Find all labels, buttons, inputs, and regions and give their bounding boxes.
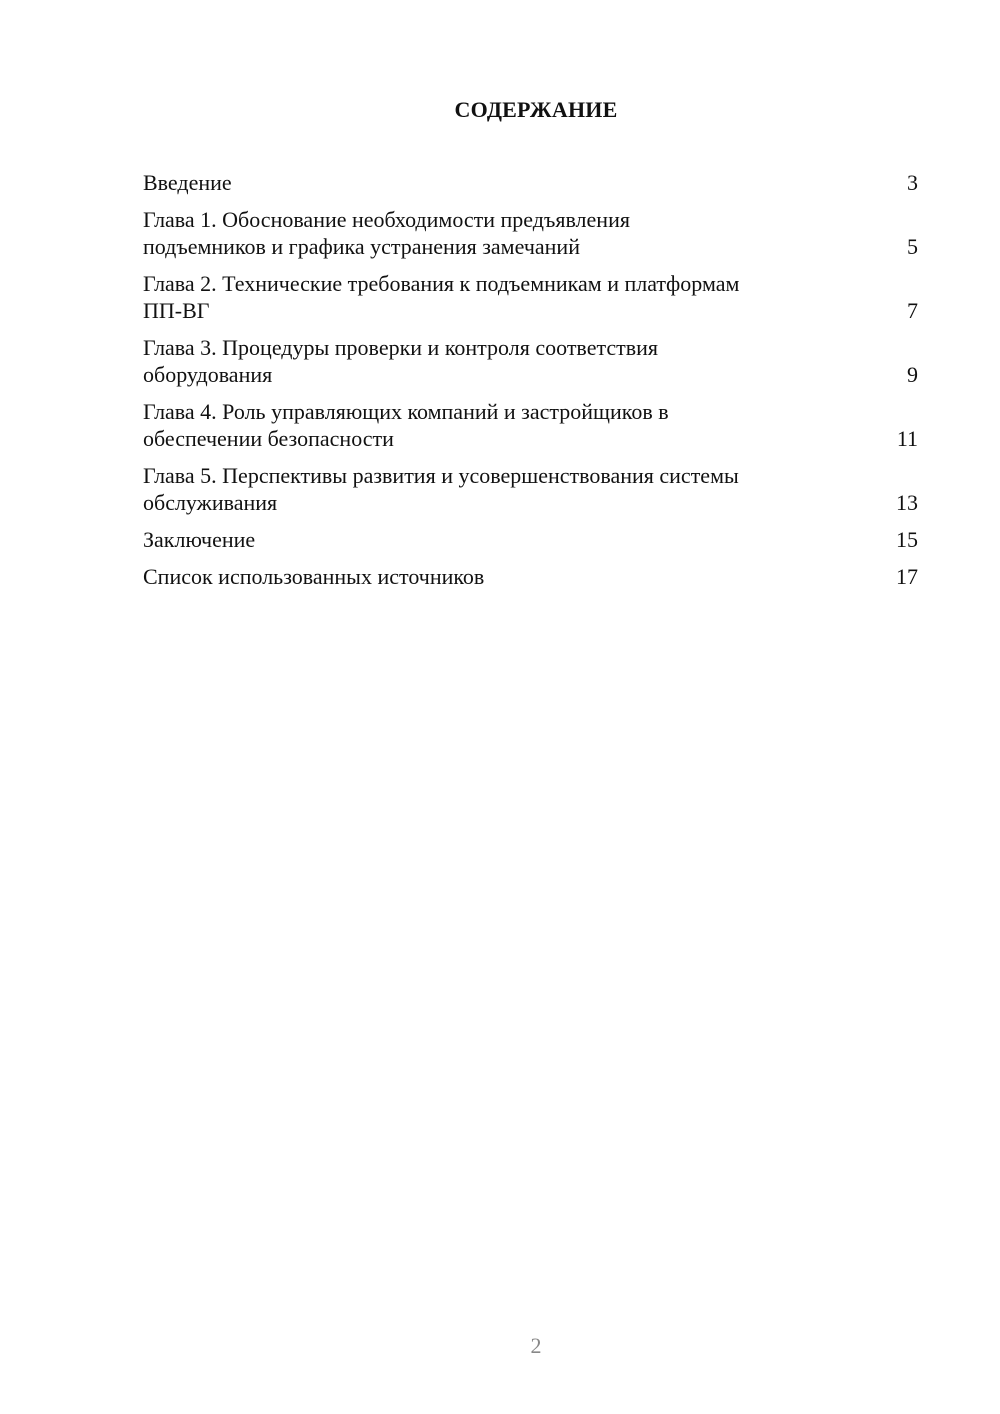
toc-entry-page: 5 bbox=[907, 234, 918, 259]
toc-entry-text: Глава 3. Процедуры проверки и контроля соответствия оборудования bbox=[143, 335, 659, 387]
toc-entry-chapter-2 bbox=[143, 270, 918, 324]
toc-entry-text: Заключение bbox=[143, 527, 256, 552]
toc-entry-page: 13 bbox=[896, 490, 918, 515]
toc-entry-page: 17 bbox=[896, 564, 918, 589]
toc-entry-page: 9 bbox=[907, 362, 918, 387]
toc-entry-page: 11 bbox=[896, 426, 918, 451]
toc-entry-chapter-5 bbox=[143, 462, 918, 516]
toc-entry-text: Глава 2. Технические требования к подъемникам и платформам ПП-ВГ bbox=[143, 271, 740, 323]
toc-entry-chapter-1 bbox=[143, 206, 918, 260]
toc-entry-conclusion bbox=[143, 526, 918, 553]
toc-entry-page: 7 bbox=[907, 298, 918, 323]
toc-entry-page: 3 bbox=[907, 170, 918, 195]
toc-entry-text: Глава 4. Роль управляющих компаний и застройщиков в обеспечении безопасности bbox=[143, 399, 669, 451]
toc-entry-introduction bbox=[143, 169, 918, 196]
toc-entry-text: Список использованных источников bbox=[143, 564, 485, 589]
page-title: СОДЕРЖАНИЕ bbox=[454, 97, 618, 122]
toc-entry-references bbox=[143, 563, 918, 590]
table-of-contents bbox=[143, 169, 918, 600]
page-number: 2 bbox=[530, 1333, 542, 1358]
toc-entry-page: 15 bbox=[896, 527, 918, 552]
toc-entry-text: Глава 1. Обоснование необходимости предъявления подъемников и графика устранения замечаний bbox=[143, 207, 630, 259]
toc-entry-text: Введение bbox=[143, 170, 232, 195]
toc-entry-chapter-4 bbox=[143, 398, 918, 452]
toc-entry-text: Глава 5. Перспективы развития и усовершенствования системы обслуживания bbox=[143, 463, 739, 515]
toc-entry-chapter-3 bbox=[143, 334, 918, 388]
